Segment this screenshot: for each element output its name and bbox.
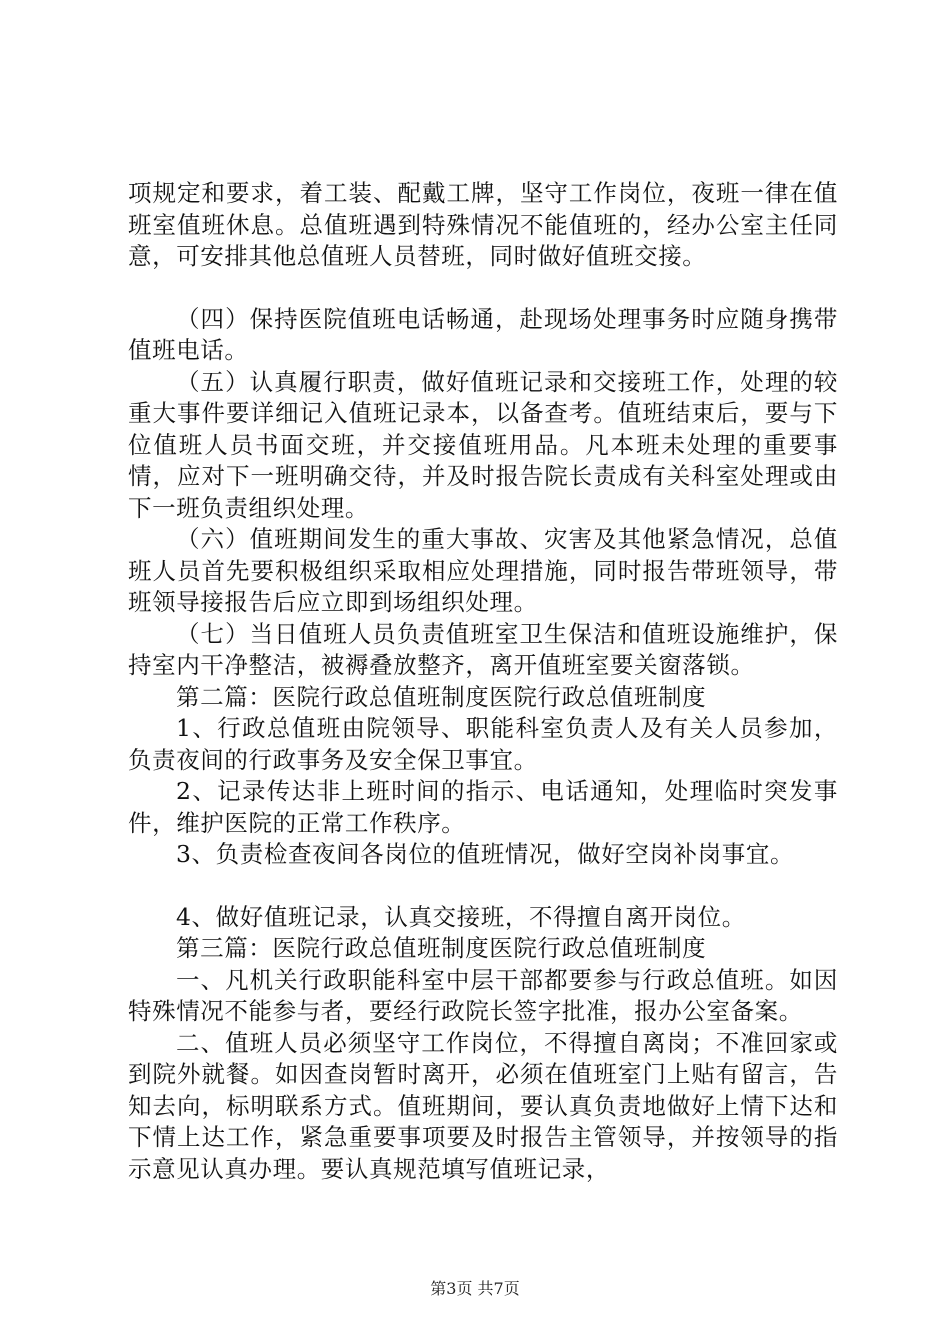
paragraph-rule-4: 4、做好值班记录，认真交接班，不得擅自离开岗位。 — [176, 902, 746, 931]
paragraph-rule-1: 1、行政总值班由院领导、职能科室负责人及有关人员参加，负责夜间的行政事务及安全保卫事宜。 — [128, 714, 838, 774]
paragraph-rule-2: 2、记录传达非上班时间的指示、电话通知，处理临时突发事件，维护医院的正常工作秩序。 — [128, 777, 838, 837]
paragraph-item-5: （五）认真履行职责，做好值班记录和交接班工作，处理的较重大事件要详细记入值班记录本，以备查考。值班结束后，要与下位值班人员书面交班，并交接值班用品。凡本班未处理的重要事情，应对下一班明确交待，并及时报告院长责成有关科室处理或由下一班负责组织处理。 — [128, 367, 838, 522]
paragraph-continuation: 项规定和要求，着工装、配戴工牌，坚守工作岗位，夜班一律在值班室值班休息。总值班遇到特殊情况不能值班的，经办公室主任同意，可安排其他总值班人员替班，同时做好值班交接。 — [128, 179, 838, 270]
section-heading-3: 第三篇：医院行政总值班制度医院行政总值班制度 — [176, 934, 707, 962]
paragraph-article-2: 二、值班人员必须坚守工作岗位，不得擅自离岗；不准回家或到院外就餐。如因查岗暂时离开，必须在值班室门上贴有留言，告知去向，标明联系方式。值班期间，要认真负责地做好上情下达和下情上达工作，紧急重要事项要及时报告主管领导，并按领导的指示意见认真办理。要认真规范填写值班记录， — [128, 1028, 838, 1183]
section-heading-2: 第二篇：医院行政总值班制度医院行政总值班制度 — [176, 682, 707, 711]
page-footer: 第3页 共7页 — [430, 1279, 520, 1298]
paragraph-rule-3: 3、负责检查夜间各岗位的值班情况，做好空岗补岗事宜。 — [176, 840, 795, 868]
paragraph-item-6: （六）值班期间发生的重大事故、灾害及其他紧急情况，总值班人员首先要积极组织采取相应处理措施，同时报告带班领导，带班领导接报告后应立即到场组织处理。 — [128, 525, 838, 616]
paragraph-item-7: （七）当日值班人员负责值班室卫生保洁和值班设施维护，保持室内干净整洁，被褥叠放整齐，离开值班室要关窗落锁。 — [128, 619, 838, 679]
paragraph-article-1: 一、凡机关行政职能科室中层干部都要参与行政总值班。如因特殊情况不能参与者，要经行政院长签字批准，报办公室备案。 — [128, 965, 838, 1025]
paragraph-item-4: （四）保持医院值班电话畅通，赴现场处理事务时应随身携带值班电话。 — [128, 304, 838, 364]
document-body — [128, 178, 838, 1185]
